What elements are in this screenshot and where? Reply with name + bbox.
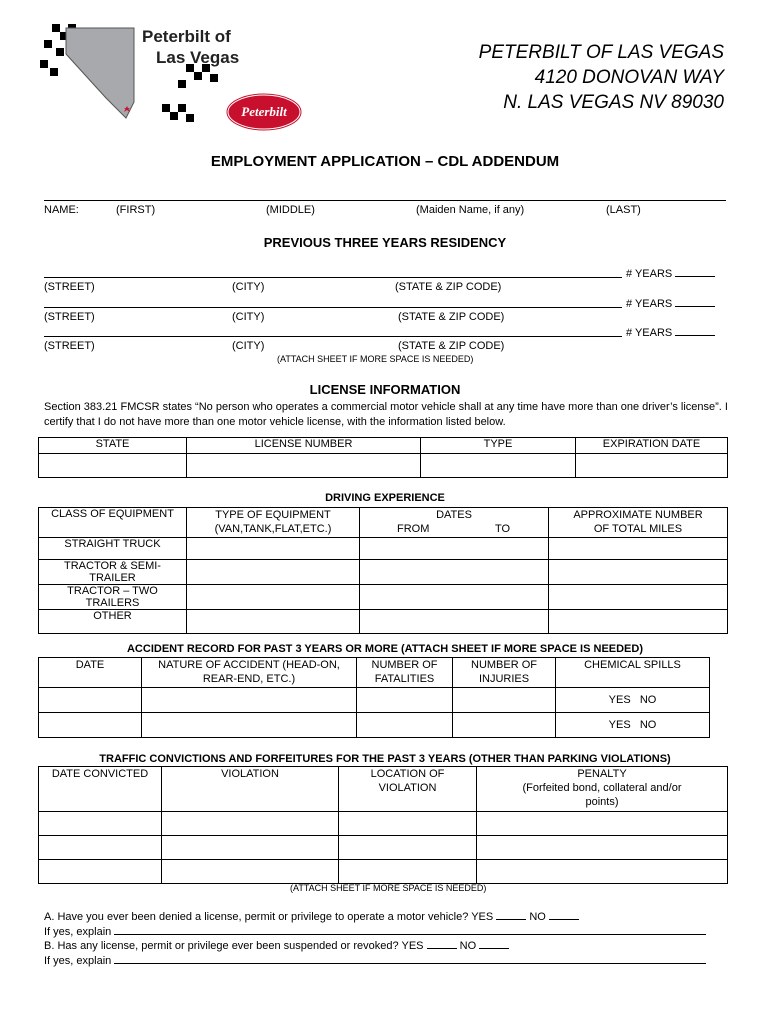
- residency-state-1: (STATE & ZIP CODE): [395, 281, 502, 293]
- accident-col-nature: NATURE OF ACCIDENT (HEAD-ON, REAR-END, ETC.): [142, 658, 357, 688]
- traffic-row: [39, 860, 728, 884]
- driving-miles-cell[interactable]: [549, 610, 728, 634]
- chemical-yes-option[interactable]: YES: [608, 694, 631, 706]
- accident-row: [39, 713, 710, 738]
- accident-injuries-cell[interactable]: [453, 688, 556, 713]
- years-field-2[interactable]: [675, 296, 715, 307]
- brand-badge-text: Peterbilt: [241, 104, 287, 119]
- license-title: LICENSE INFORMATION: [309, 382, 461, 397]
- page-title: EMPLOYMENT APPLICATION – CDL ADDENDUM: [210, 153, 560, 170]
- residency-street-2: (STREET): [44, 311, 95, 323]
- question-b-no-field[interactable]: [479, 938, 509, 949]
- driving-row-label: OTHER: [39, 610, 187, 634]
- driving-row-label: TRACTOR – TWO TRAILERS: [39, 585, 187, 610]
- accident-col-fatalities: NUMBER OF FATALITIES: [357, 658, 453, 688]
- question-a-explain-label: If yes, explain: [44, 926, 112, 938]
- driving-row: [39, 585, 728, 610]
- traffic-violation-cell[interactable]: [162, 860, 339, 884]
- accident-col-injuries: NUMBER OF INJURIES: [453, 658, 556, 688]
- traffic-row: [39, 812, 728, 836]
- residency-state-3: (STATE & ZIP CODE): [398, 340, 505, 352]
- years-label-2: # YEARS: [626, 298, 673, 310]
- driving-table: [38, 507, 728, 634]
- question-a-explain: [44, 924, 706, 938]
- question-b-explain: [44, 953, 706, 967]
- company-street: 4120 DONOVAN WAY: [534, 67, 724, 88]
- accident-date-cell[interactable]: [39, 713, 142, 738]
- years-label-1: # YEARS: [626, 268, 673, 280]
- years-label-3: # YEARS: [626, 327, 673, 339]
- driving-miles-cell[interactable]: [549, 538, 728, 560]
- traffic-table: [38, 766, 728, 884]
- nevada-state-icon: [66, 28, 134, 118]
- accident-date-cell[interactable]: [39, 688, 142, 713]
- accident-fatalities-cell[interactable]: [357, 713, 453, 738]
- accident-col-chemical: CHEMICAL SPILLS: [556, 658, 710, 688]
- traffic-violation-cell[interactable]: [162, 812, 339, 836]
- driving-type-cell[interactable]: [187, 538, 360, 560]
- license-state-cell[interactable]: [39, 454, 187, 478]
- name-first-caption: (FIRST): [116, 204, 156, 216]
- question-a-no-label: NO: [529, 911, 546, 923]
- accident-row: [39, 688, 710, 713]
- license-type-cell[interactable]: [421, 454, 576, 478]
- accident-chemical-cell: [556, 713, 710, 738]
- driving-row: [39, 610, 728, 634]
- accident-injuries-cell[interactable]: [453, 713, 556, 738]
- driving-col-dates: DATES FROM TO: [360, 508, 549, 538]
- driving-col-from: FROM: [397, 523, 430, 535]
- traffic-location-cell[interactable]: [339, 860, 477, 884]
- accident-col-date: DATE: [39, 658, 142, 688]
- driving-row-label: STRAIGHT TRUCK: [39, 538, 187, 560]
- question-a-text: A. Have you ever been denied a license, permit or privilege to operate a motor vehicle?: [44, 911, 469, 923]
- question-a-yes-label: YES: [471, 911, 494, 923]
- chemical-no-option[interactable]: NO: [639, 719, 657, 731]
- license-col-state: STATE: [39, 438, 187, 454]
- traffic-location-cell[interactable]: [339, 812, 477, 836]
- driving-col-to: TO: [495, 523, 511, 535]
- license-col-expiration: EXPIRATION DATE: [576, 438, 728, 454]
- driving-row-label: TRACTOR & SEMI-TRAILER: [39, 560, 187, 585]
- traffic-col-penalty: PENALTY (Forfeited bond, collateral and/or points): [477, 767, 728, 812]
- accident-fatalities-cell[interactable]: [357, 688, 453, 713]
- driving-dates-cell[interactable]: [360, 585, 549, 610]
- name-line[interactable]: [44, 200, 726, 201]
- traffic-col-violation: VIOLATION: [162, 767, 339, 812]
- driving-col-class: CLASS OF EQUIPMENT: [39, 508, 187, 538]
- logo-text-line2: Las Vegas: [156, 48, 240, 67]
- accident-title: ACCIDENT RECORD FOR PAST 3 YEARS OR MORE (ATTACH SHEET IF MORE SPACE IS NEEDED): [126, 643, 644, 655]
- traffic-date-cell[interactable]: [39, 860, 162, 884]
- accident-table: [38, 657, 710, 738]
- years-field-1[interactable]: [675, 266, 715, 277]
- company-city: N. LAS VEGAS NV 89030: [503, 92, 724, 113]
- driving-col-miles: APPROXIMATE NUMBER OF TOTAL MILES: [549, 508, 728, 538]
- company-address: [479, 40, 724, 115]
- traffic-row: [39, 836, 728, 860]
- question-a-yes-field[interactable]: [496, 909, 526, 920]
- question-b-explain-field[interactable]: [114, 953, 706, 964]
- accident-chemical-cell: [556, 688, 710, 713]
- residency-attach-note: (ATTACH SHEET IF MORE SPACE IS NEEDED): [277, 354, 474, 364]
- license-col-number: LICENSE NUMBER: [187, 438, 421, 454]
- accident-nature-cell[interactable]: [142, 688, 357, 713]
- residency-state-2: (STATE & ZIP CODE): [398, 311, 505, 323]
- driving-dates-cell[interactable]: [360, 538, 549, 560]
- traffic-date-cell[interactable]: [39, 836, 162, 860]
- driving-dates-cell[interactable]: [360, 610, 549, 634]
- company-name: PETERBILT OF LAS VEGAS: [478, 42, 724, 63]
- traffic-date-cell[interactable]: [39, 812, 162, 836]
- residency-street-1: (STREET): [44, 281, 95, 293]
- traffic-col-location: LOCATION OF VIOLATION: [339, 767, 477, 812]
- question-b-text: B. Has any license, permit or privilege ever been suspended or revoked?: [44, 940, 399, 952]
- license-table: [38, 437, 728, 478]
- traffic-penalty-cell[interactable]: [477, 836, 728, 860]
- years-field-3[interactable]: [675, 325, 715, 336]
- traffic-violation-cell[interactable]: [162, 836, 339, 860]
- license-col-type: TYPE: [421, 438, 576, 454]
- question-b-no-label: NO: [459, 940, 477, 952]
- driving-title: DRIVING EXPERIENCE: [325, 492, 445, 504]
- license-expiration-cell[interactable]: [576, 454, 728, 478]
- logo-text-line1: Peterbilt of: [142, 27, 231, 46]
- license-number-cell[interactable]: [187, 454, 421, 478]
- residency-city-1: (CITY): [232, 281, 265, 293]
- driving-type-cell[interactable]: [187, 610, 360, 634]
- question-b-explain-label: If yes, explain: [44, 955, 112, 967]
- driving-col-type: TYPE OF EQUIPMENT (VAN,TANK,FLAT,ETC.): [187, 508, 360, 538]
- license-paragraph: Section 383.21 FMCSR states “No person who operates a commercial motor vehicle shall at any time have more than one driver’s license”. I certify that I do not have more than one motor vehicle license, with the information listed below.: [44, 401, 728, 428]
- license-row: [39, 454, 728, 478]
- name-middle-caption: (MIDDLE): [266, 204, 315, 216]
- residency-line-1[interactable]: [44, 277, 622, 278]
- driving-row: [39, 560, 728, 585]
- driving-miles-cell[interactable]: [549, 560, 728, 585]
- accident-nature-cell[interactable]: [142, 713, 357, 738]
- question-a-explain-field[interactable]: [114, 924, 706, 935]
- driving-miles-cell[interactable]: [549, 585, 728, 610]
- chemical-no-option[interactable]: NO: [639, 694, 657, 706]
- traffic-attach-note: (ATTACH SHEET IF MORE SPACE IS NEEDED): [290, 883, 487, 893]
- question-a-no-field[interactable]: [549, 909, 579, 920]
- driving-type-cell[interactable]: [187, 585, 360, 610]
- question-a: [44, 909, 579, 923]
- traffic-location-cell[interactable]: [339, 836, 477, 860]
- residency-street-3: (STREET): [44, 340, 95, 352]
- residency-city-3: (CITY): [232, 340, 265, 352]
- chemical-yes-option[interactable]: YES: [608, 719, 631, 731]
- question-b: [44, 938, 509, 952]
- question-b-yes-label: YES: [401, 940, 424, 952]
- question-b-yes-field[interactable]: [427, 938, 457, 949]
- driving-dates-cell[interactable]: [360, 560, 549, 585]
- residency-line-3[interactable]: [44, 336, 622, 337]
- residency-title: PREVIOUS THREE YEARS RESIDENCY: [263, 235, 507, 250]
- name-last-caption: (LAST): [606, 204, 641, 216]
- company-logo: [36, 14, 306, 134]
- traffic-penalty-cell[interactable]: [477, 812, 728, 836]
- name-maiden-caption: (Maiden Name, if any): [416, 204, 525, 216]
- driving-row: [39, 538, 728, 560]
- traffic-penalty-cell[interactable]: [477, 860, 728, 884]
- residency-city-2: (CITY): [232, 311, 265, 323]
- name-label: NAME:: [44, 204, 79, 216]
- residency-line-2[interactable]: [44, 307, 622, 308]
- traffic-title: TRAFFIC CONVICTIONS AND FORFEITURES FOR THE PAST 3 YEARS (OTHER THAN PARKING VIOLATIONS): [99, 753, 671, 765]
- driving-type-cell[interactable]: [187, 560, 360, 585]
- traffic-col-date: DATE CONVICTED: [39, 767, 162, 812]
